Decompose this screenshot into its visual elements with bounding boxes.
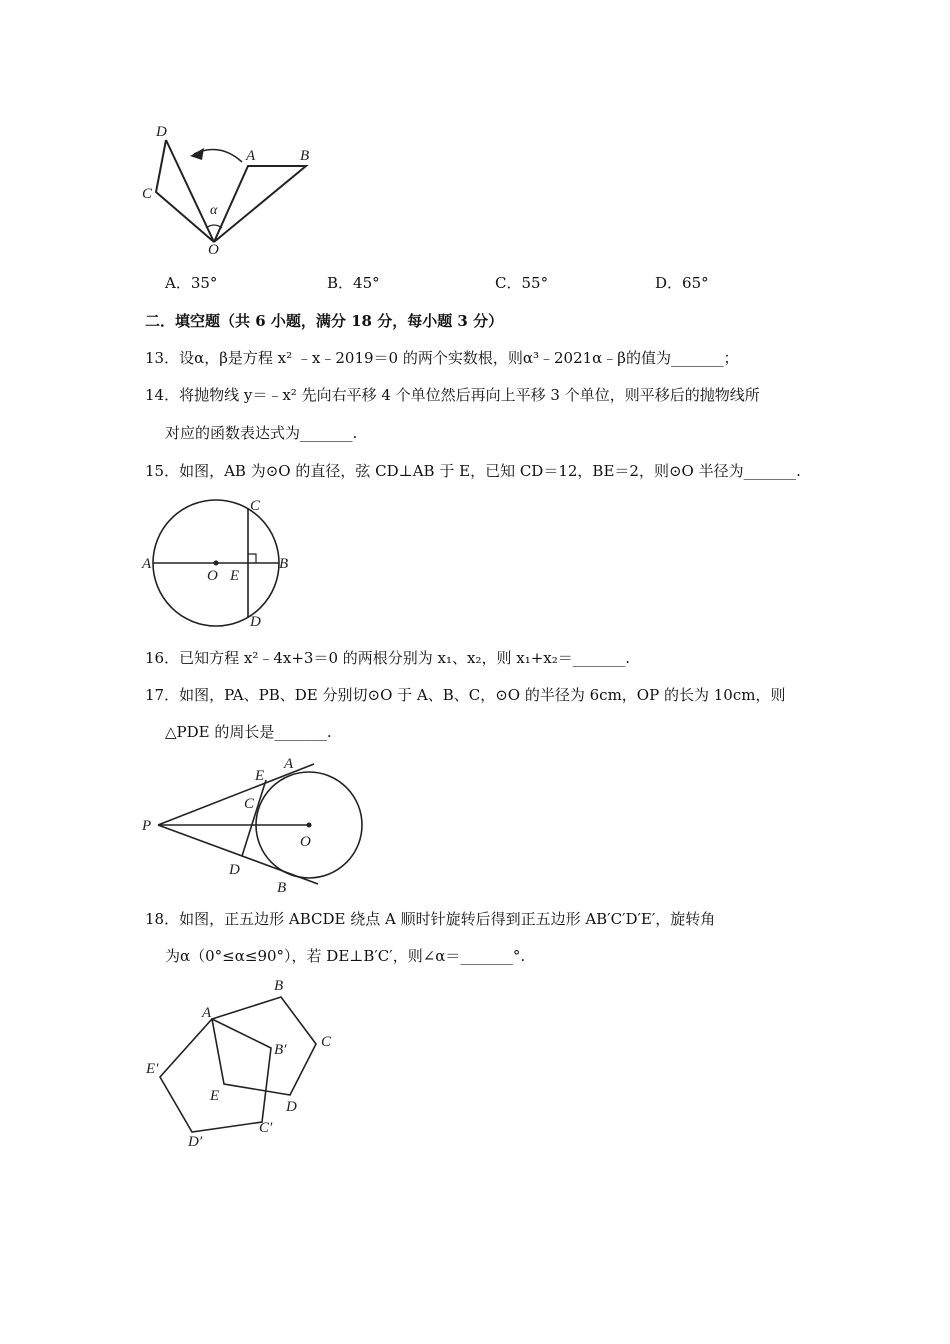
q12-option-a: A．35° bbox=[165, 274, 218, 292]
q15-label-A: A bbox=[142, 556, 152, 572]
q12-option-c: C．55° bbox=[495, 274, 549, 292]
question-18-line2: 为α（0°≤α≤90°），若 DE⊥B′C′，则∠α＝_______°. bbox=[165, 947, 526, 965]
q12-option-d: D．65° bbox=[655, 274, 709, 292]
q15-label-E: E bbox=[230, 568, 240, 584]
q12-label-B: B bbox=[300, 148, 310, 164]
q15-figure bbox=[138, 494, 298, 630]
q12-label-C: C bbox=[142, 186, 153, 202]
q15-label-D: D bbox=[250, 614, 261, 630]
q18-label-C: C bbox=[321, 1034, 332, 1050]
q12-figure bbox=[130, 110, 330, 260]
q17-label-O: O bbox=[300, 834, 311, 850]
question-15: 15．如图，AB 为⊙O 的直径，弦 CD⊥AB 于 E，已知 CD＝12，BE＝2，则⊙O 半径为_______. bbox=[145, 462, 801, 480]
q17-label-A: A bbox=[284, 756, 294, 772]
question-17-line1: 17．如图，PA、PB、DE 分别切⊙O 于 A、B、C，⊙O 的半径为 6cm，OP 的长为 10cm，则 bbox=[145, 686, 786, 704]
question-13: 13．设α，β是方程 x² ﹣x﹣2019＝0 的两个实数根，则α³﹣2021α﹣β的值为_______； bbox=[145, 349, 739, 367]
q17-label-C: C bbox=[244, 796, 255, 812]
q17-label-B: B bbox=[277, 880, 287, 896]
q12-option-b: B．45° bbox=[327, 274, 380, 292]
q12-label-alpha: α bbox=[210, 203, 218, 218]
question-16: 16．已知方程 x²﹣4x+3＝0 的两根分别为 x₁、x₂，则 x₁+x₂＝_______. bbox=[145, 649, 631, 667]
q18-figure bbox=[138, 972, 348, 1152]
question-17-line2: △PDE 的周长是_______. bbox=[165, 723, 332, 741]
q17-label-P: P bbox=[142, 818, 152, 834]
q18-label-B: B bbox=[274, 978, 284, 994]
section-heading: 二．填空题（共 6 小题，满分 18 分，每小题 3 分） bbox=[145, 312, 504, 330]
question-14-line1: 14．将抛物线 y＝﹣x² 先向右平移 4 个单位然后再向上平移 3 个单位，则平移后的抛物线所 bbox=[145, 386, 760, 404]
q12-label-D: D bbox=[156, 124, 167, 140]
q17-figure bbox=[138, 752, 368, 897]
q18-label-E-prime: E′ bbox=[146, 1061, 159, 1077]
question-18-line1: 18．如图，正五边形 ABCDE 绕点 A 顺时针旋转后得到正五边形 AB′C′D′E′，旋转角 bbox=[145, 910, 716, 928]
q18-label-A: A bbox=[202, 1005, 212, 1021]
q17-label-E: E bbox=[255, 768, 265, 784]
q15-label-B: B bbox=[279, 556, 289, 572]
q15-label-C: C bbox=[250, 498, 261, 514]
question-14-line2: 对应的函数表达式为_______. bbox=[165, 424, 358, 442]
q18-label-B-prime: B′ bbox=[274, 1042, 287, 1058]
q18-label-E: E bbox=[210, 1088, 220, 1104]
q18-label-D: D bbox=[286, 1099, 297, 1115]
q12-label-A: A bbox=[246, 148, 256, 164]
q15-label-O: O bbox=[207, 568, 218, 584]
q12-label-O: O bbox=[208, 242, 219, 258]
q18-label-C-prime: C′ bbox=[259, 1120, 273, 1136]
q18-label-D-prime: D′ bbox=[188, 1134, 203, 1150]
q17-label-D: D bbox=[229, 862, 240, 878]
